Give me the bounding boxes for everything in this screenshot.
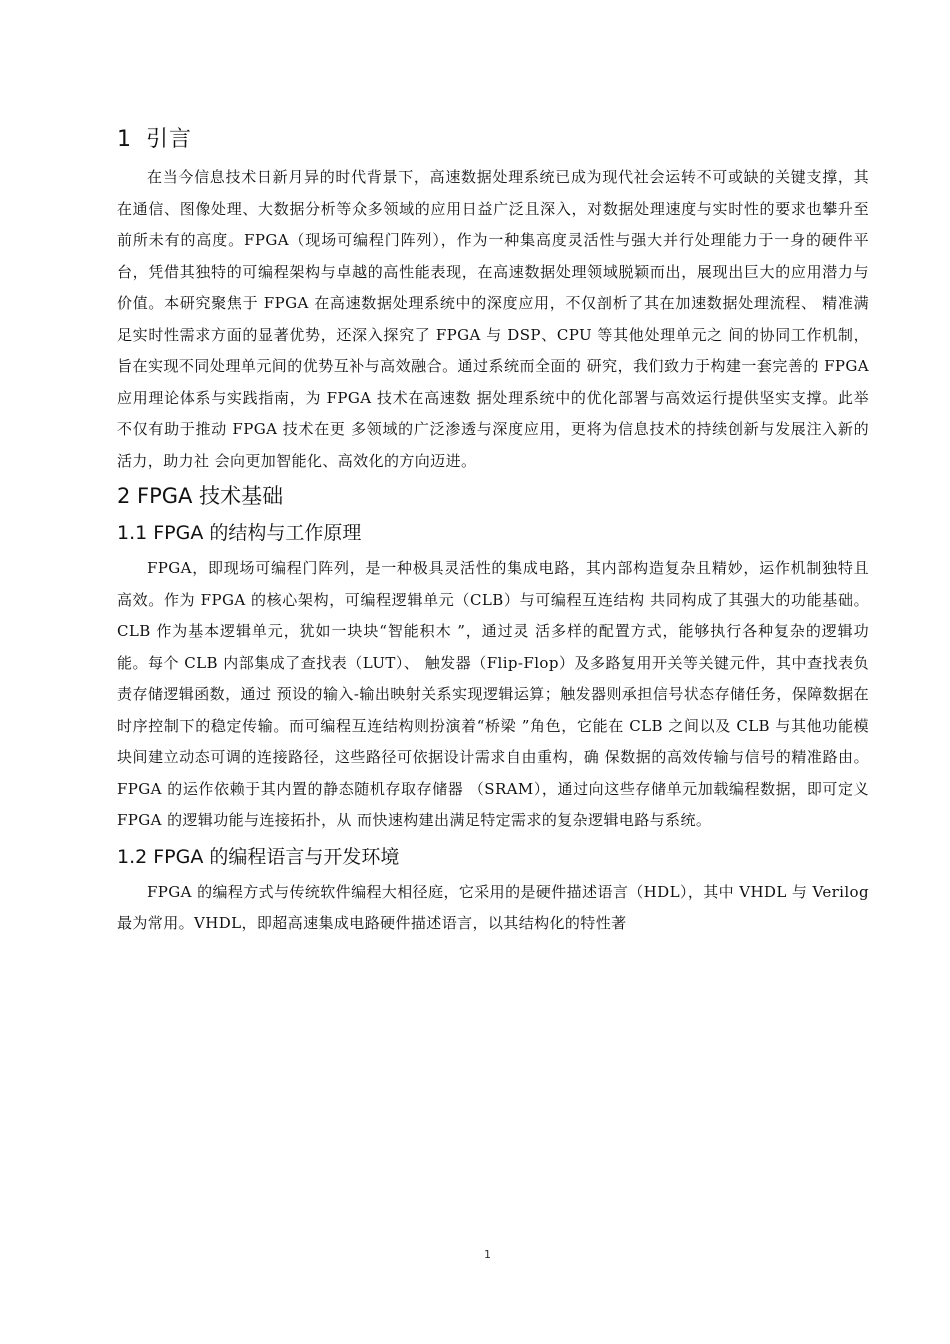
subsection-heading-programming: 1.2 FPGA 的编程语言与开发环境: [117, 845, 400, 868]
subsection-heading-structure: 1.1 FPGA 的结构与工作原理: [117, 522, 362, 544]
intro-paragraph: 在当今信息技术日新月异的时代背景下，高速数据处理系统已成为现代社会运转不可或缺的关键支撑，其在通信、图像处理、大数据分析等众多领域的应用日益广泛且深入，对数据处理速度与实时性的要求也攀升至前所未有的高度。FPGA（现场可编程门阵列），作为一种集高度灵活性与强大并行处理能力于一身的硬件平台，凭借其独特的可编程架构与卓越的高性能表现，在高速数据处理领域脱颖而出，展现出巨大的应用潜力与价值。本研究聚焦于 FPGA 在高速数据处理系统中的深度应用，不仅剖析了其在加速数据处理流程、 精准满足实时性需求方面的显著优势，还深入探究了 FPGA 与 DSP、CPU 等其他处理单元之 间的协同工作机制，旨在实现不同处理单元间的优势互补与高效融合。通过系统而全面的 研究，我们致力于构建一套完善的 FPGA 应用理论体系与实践指南，为 FPGA 技术在高速数 据处理系统中的优化部署与高效运行提供坚实支撑。此举不仅有助于推动 FPGA 技术在更 多领域的广泛渗透与深度应用，更将为信息技术的持续创新与发展注入新的活力，助力社 会向更加智能化、高效化的方向迈进。: [117, 168, 869, 470]
section-title: 引言: [146, 127, 193, 152]
section-heading-intro: [117, 122, 869, 158]
page-number: 1: [484, 1248, 491, 1261]
document-content: [117, 122, 869, 940]
programming-paragraph: FPGA 的编程方式与传统软件编程大相径庭，它采用的是硬件描述语言（HDL），其中 VHDL 与 Verilog 最为常用。VHDL，即超高速集成电路硬件描述语言，以其结构化的特性著: [117, 882, 869, 932]
section-number: 1: [117, 127, 132, 152]
section-heading-fpga-basics: 2 FPGA 技术基础: [117, 484, 284, 508]
structure-paragraph: FPGA，即现场可编程门阵列，是一种极具灵活性的集成电路，其内部构造复杂且精妙，运作机制独特且高效。作为 FPGA 的核心架构，可编程逻辑单元（CLB）与可编程互连结构 共同构成了其强大的功能基础。CLB 作为基本逻辑单元，犹如一块块“智能积木 ”，通过灵 活多样的配置方式，能够执行各种复杂的逻辑功能。每个 CLB 内部集成了查找表（LUT）、 触发器（Flip-Flop）及多路复用开关等关键元件，其中查找表负责存储逻辑函数，通过 预设的输入-输出映射关系实现逻辑运算；触发器则承担信号状态存储任务，保障数据在 时序控制下的稳定传输。而可编程互连结构则扮演着“桥梁 ”角色，它能在 CLB 之间以及 CLB 与其他功能模块间建立动态可调的连接路径，这些路径可依据设计需求自由重构，确 保数据的高效传输与信号的精准路由。FPGA 的运作依赖于其内置的静态随机存取存储器 （SRAM），通过向这些存储单元加载编程数据，即可定义 FPGA 的逻辑功能与连接拓扑，从 而快速构建出满足特定需求的复杂逻辑电路与系统。: [117, 559, 869, 829]
